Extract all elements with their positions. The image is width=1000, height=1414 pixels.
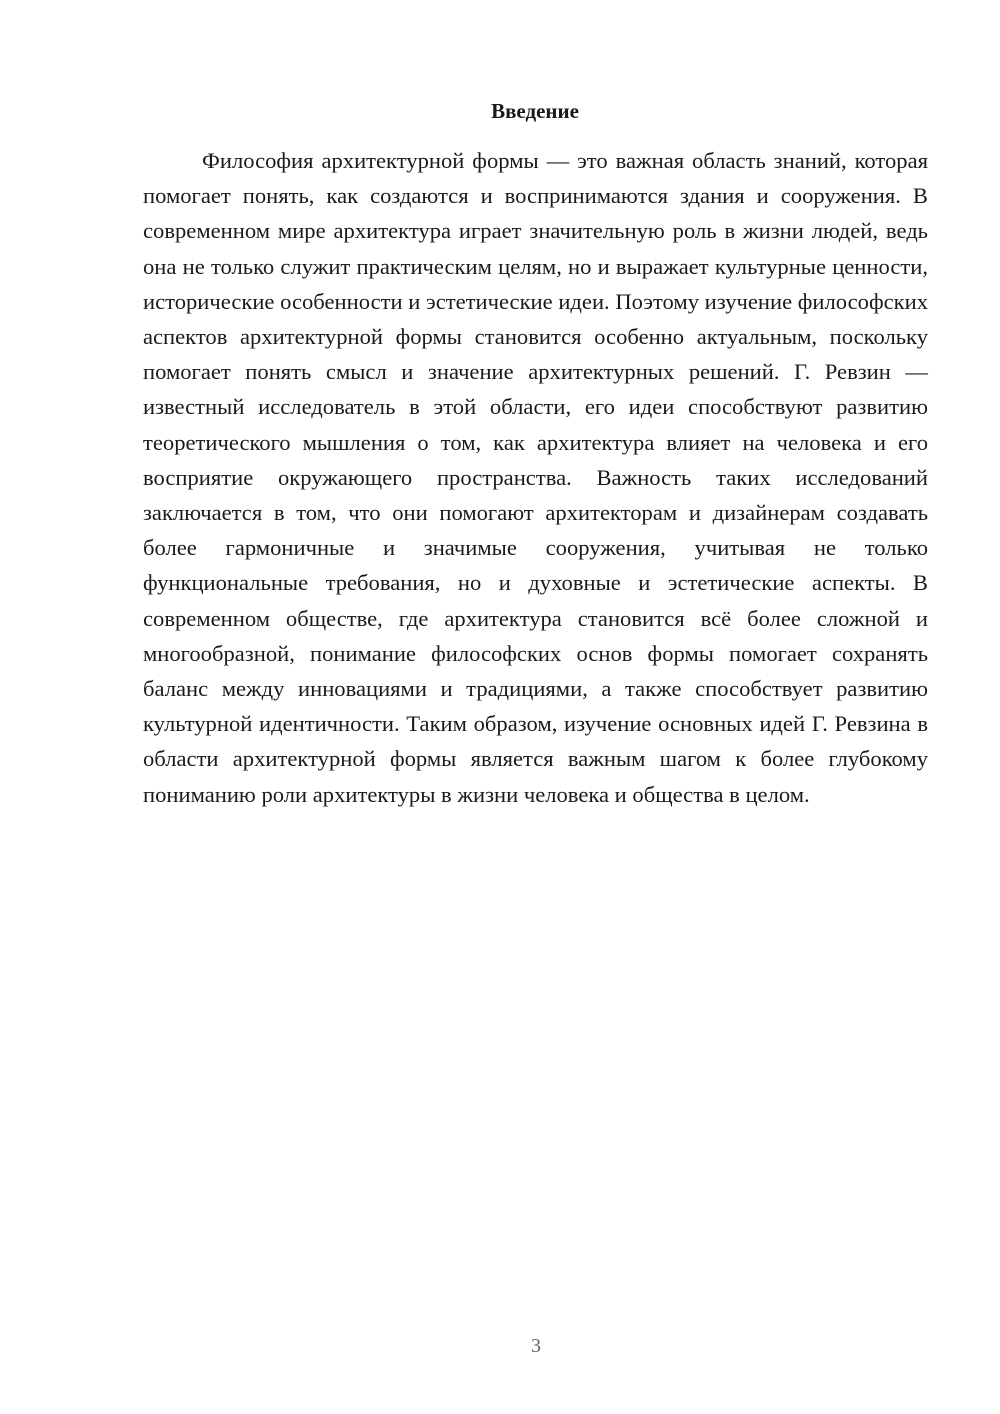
section-heading: Введение: [491, 99, 579, 123]
body-paragraph: Философия архитектурной формы — это важная область знаний, которая помогает понять, как создаются и воспринимаются здания и сооружения. В современном мире архитектура играет значительную роль в жизни людей, ведь она не только служит практическим целям, но и выражает культурные ценности, исторические особенности и эстетические идеи. Поэтому изучение философских аспектов архитектурной формы становится особенно актуальным, поскольку помогает понять смысл и значение архитектурных решений. Г. Ревзин — известный исследователь в этой области, его идеи способствуют развитию теоретического мышления о том, как архитектура влияет на человека и его восприятие окружающего пространства. Важность таких исследований заключается в том, что они помогают архитекторам и дизайнерам создавать более гармоничные и значимые сооружения, учитывая не только функциональные требования, но и духовные и эстетические аспекты. В современном обществе, где архитектура становится всё более сложной и многообразной, понимание философских основ формы помогает сохранять баланс между инновациями и традициями, а также способствует развитию культурной идентичности. Таким образом, изучение основных идей Г. Ревзина в области архитектурной формы является важным шагом к более глубокому пониманию роли архитектуры в жизни человека и общества в целом.: [143, 148, 928, 807]
page-number: 3: [531, 1335, 541, 1357]
